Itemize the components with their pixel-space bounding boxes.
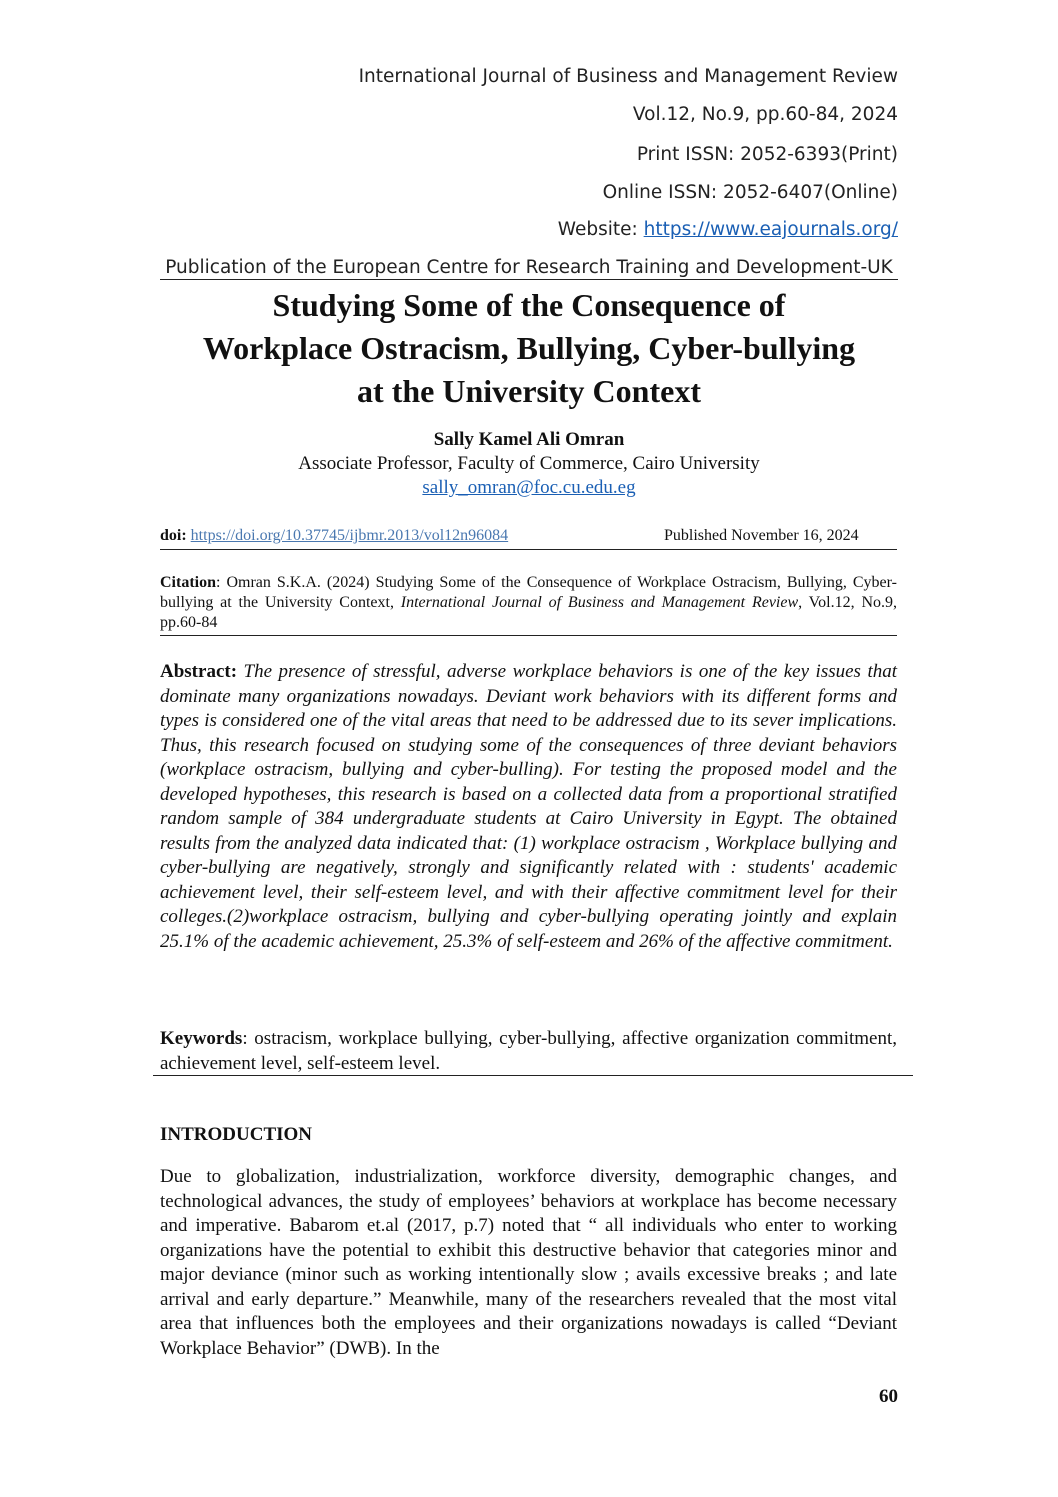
abstract-text: The presence of stressful, adverse workplace behaviors is one of the key issues that dominate many organizations nowadays. Deviant work behaviors with its different forms and types is considered one of the vital areas that need to be addressed due to its sever implications. Thus, this research focused on studying some of the consequences of three deviant behaviors (workplace ostracism, bullying and cyber-bulling). For testing the proposed model and the developed hypotheses, this research is based on a collected data from a proportional stratified random sample of 384 undergraduate students at Cairo University in Egypt. The obtained results from the analyzed data indicated that: (1) workplace ostracism , Workplace bullying and cyber-bullying are negatively, strongly and significantly related with : students' academic achievement level, their self-esteem level, and with their affective commitment level for their colleges.(2)workplace ostracism, bullying and cyber-bullying operating jointly and explain 25.1% of the academic achievement, 25.3% of self-esteem and 26% of the affective commitment. — [160, 661, 898, 952]
citation-tail: , Vol.12, No.9, pp.60-84 — [160, 594, 897, 631]
citation-journal: International Journal of Business and Management Review — [400, 594, 799, 611]
title-line-2: Workplace Ostracism, Bullying, Cyber-bullying — [202, 330, 856, 366]
keywords-divider — [153, 1075, 913, 1076]
doi-block — [160, 527, 508, 545]
introduction-heading: INTRODUCTION — [160, 1124, 313, 1145]
published-date: Published November 16, 2024 — [664, 527, 859, 544]
page-number: 60 — [879, 1386, 898, 1407]
title-line-1: Studying Some of the Consequence of — [272, 287, 786, 323]
keywords — [160, 1027, 897, 1076]
keywords-label: Keywords — [160, 1028, 243, 1049]
doi-label: doi: — [160, 527, 187, 544]
citation — [160, 573, 897, 636]
citation-label: Citation — [160, 574, 216, 591]
doi-link[interactable]: https://doi.org/10.37745/ijbmr.2013/vol12n96084 — [190, 527, 509, 544]
publisher-line: Publication of the European Centre for Research Training and Development-UK — [160, 257, 898, 280]
online-issn: Online ISSN: 2052-6407(Online) — [602, 182, 898, 203]
doi-row — [160, 527, 897, 550]
author-affiliation: Associate Professor, Faculty of Commerce, Cairo University — [298, 453, 760, 474]
abstract-label: Abstract: — [160, 661, 238, 682]
keywords-text: : ostracism, workplace bullying, cyber-bullying, affective organization commitment, achievement level, self-esteem level. — [160, 1028, 897, 1074]
author-block — [150, 428, 908, 500]
author-name: Sally Kamel Ali Omran — [433, 429, 625, 450]
author-email-link[interactable]: sally_omran@foc.cu.edu.eg — [422, 477, 636, 498]
abstract — [160, 660, 897, 954]
title-line-3: at the University Context — [357, 373, 701, 409]
volume-info: Vol.12, No.9, pp.60-84, 2024 — [632, 104, 898, 125]
paper-title — [120, 284, 938, 413]
website-link[interactable]: https://www.eajournals.org/ — [643, 219, 898, 240]
print-issn: Print ISSN: 2052-6393(Print) — [636, 144, 898, 165]
introduction-text: Due to globalization, industrialization, workforce diversity, demographic changes, and technological advances, the study of employees’ behaviors at workplace has become necessary and imperative. Babarom et.al (2017, p.7) noted that “ all individuals who enter to working organizations have the potential to exhibit this destructive behavior that categories minor and major deviance (minor such as working intentionally slow ; avails excessive breaks ; and late arrival and early departure.” Meanwhile, many of the researchers revealed that the most vital area that influences both the employees and their organizations nowadays is called “Deviant Workplace Behavior” (DWB). In the — [160, 1166, 897, 1359]
website-label: Website: — [557, 219, 644, 240]
journal-name: International Journal of Business and Management Review — [358, 66, 898, 87]
website-line — [558, 219, 898, 240]
citation-text: : Omran S.K.A. (2024) Studying Some of the Consequence of Workplace Ostracism, Bullying, Cyber-bullying at the University Context, — [160, 574, 897, 611]
